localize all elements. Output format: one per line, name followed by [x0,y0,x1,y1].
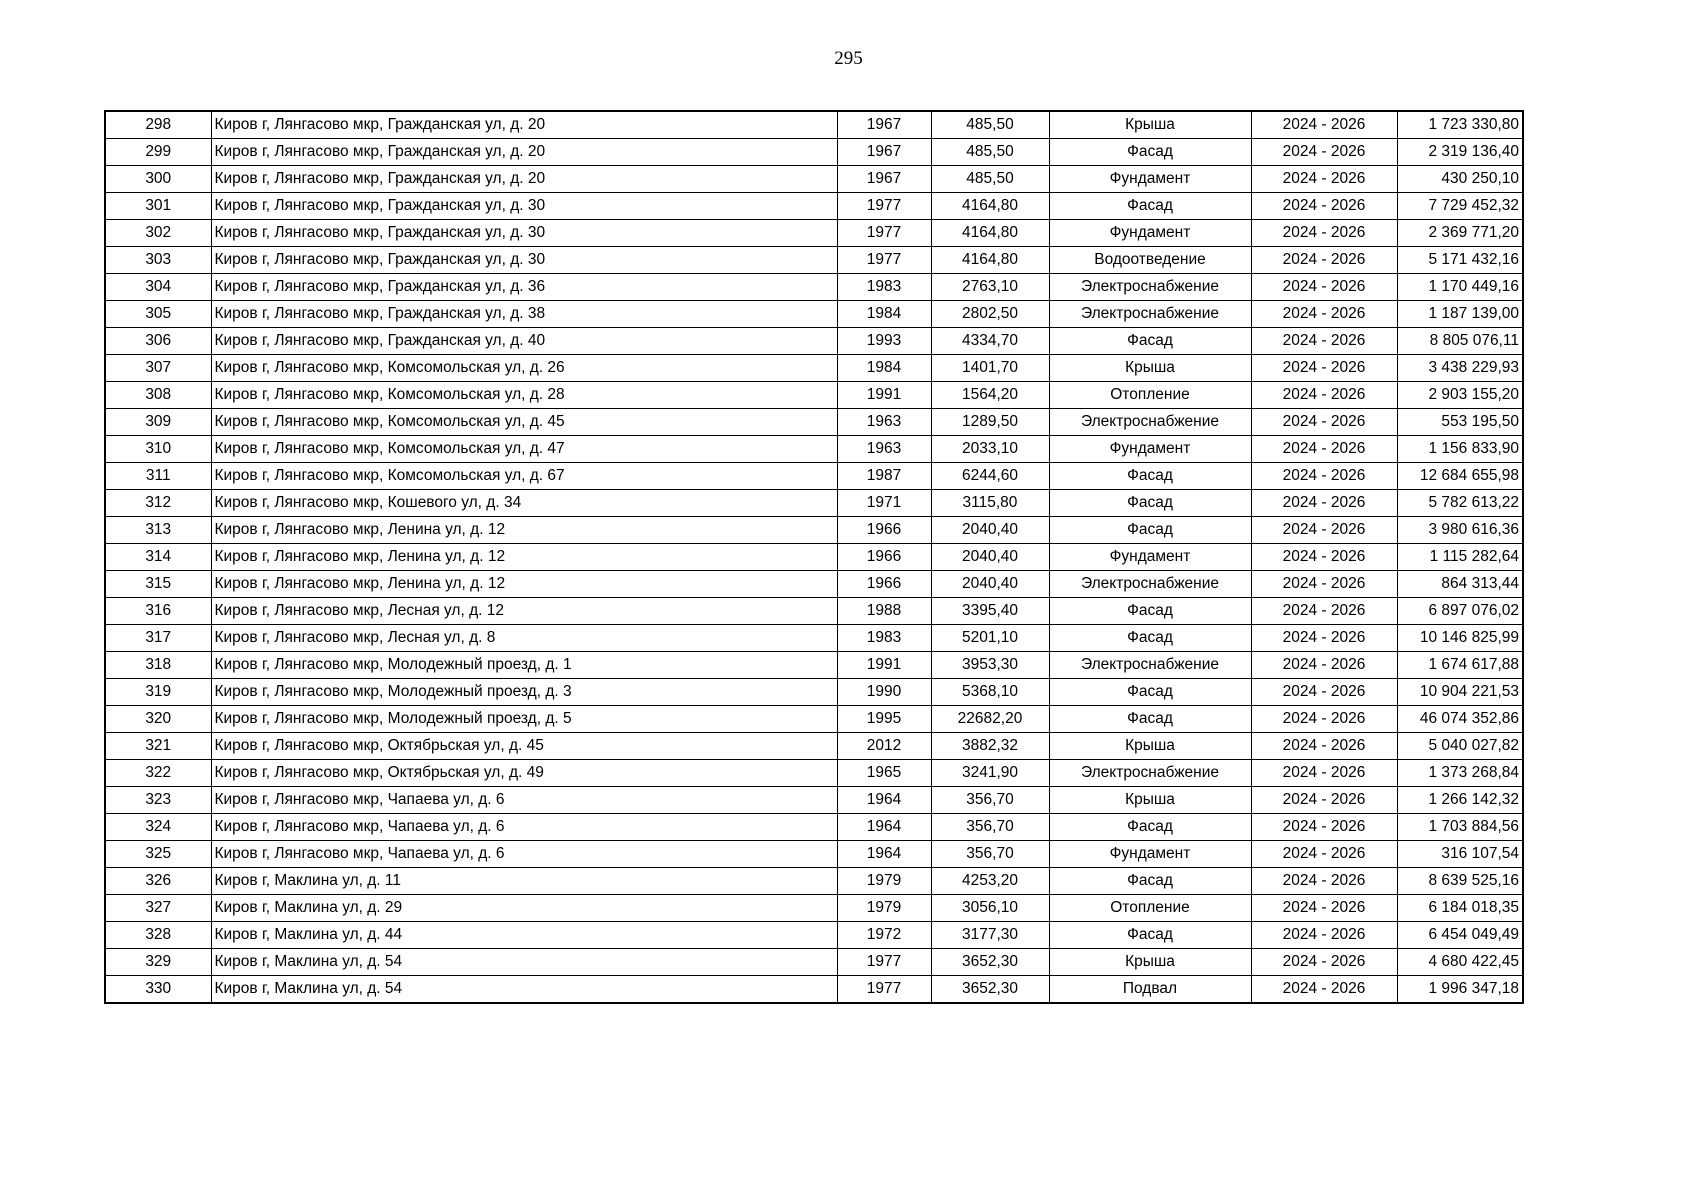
period-cell: 2024 - 2026 [1251,111,1397,139]
period-cell: 2024 - 2026 [1251,490,1397,517]
table-row [105,382,1523,409]
table-row [105,409,1523,436]
cost-cell: 1 703 884,56 [1397,814,1523,841]
row-number-cell: 302 [105,220,211,247]
year-built-cell: 1979 [837,895,931,922]
period-cell: 2024 - 2026 [1251,220,1397,247]
cost-cell: 553 195,50 [1397,409,1523,436]
table-row [105,301,1523,328]
area-cell: 356,70 [931,841,1049,868]
area-cell: 22682,20 [931,706,1049,733]
area-cell: 4253,20 [931,868,1049,895]
area-cell: 2802,50 [931,301,1049,328]
row-number-cell: 325 [105,841,211,868]
work-type-cell: Фасад [1049,598,1251,625]
cost-cell: 5 040 027,82 [1397,733,1523,760]
year-built-cell: 1966 [837,517,931,544]
area-cell: 3953,30 [931,652,1049,679]
cost-cell: 4 680 422,45 [1397,949,1523,976]
work-type-cell: Крыша [1049,355,1251,382]
cost-cell: 1 187 139,00 [1397,301,1523,328]
work-type-cell: Крыша [1049,787,1251,814]
table-row [105,679,1523,706]
period-cell: 2024 - 2026 [1251,733,1397,760]
cost-cell: 1 996 347,18 [1397,976,1523,1004]
table-row [105,760,1523,787]
row-number-cell: 299 [105,139,211,166]
cost-cell: 1 170 449,16 [1397,274,1523,301]
area-cell: 356,70 [931,787,1049,814]
work-type-cell: Фасад [1049,706,1251,733]
row-number-cell: 301 [105,193,211,220]
row-number-cell: 313 [105,517,211,544]
table-row [105,895,1523,922]
repair-schedule-table [104,110,1524,1004]
area-cell: 4164,80 [931,247,1049,274]
area-cell: 1564,20 [931,382,1049,409]
table-row [105,706,1523,733]
period-cell: 2024 - 2026 [1251,841,1397,868]
year-built-cell: 1967 [837,111,931,139]
address-cell: Киров г, Лянгасово мкр, Гражданская ул, д. 30 [211,220,837,247]
year-built-cell: 1984 [837,301,931,328]
period-cell: 2024 - 2026 [1251,760,1397,787]
area-cell: 4164,80 [931,193,1049,220]
period-cell: 2024 - 2026 [1251,976,1397,1004]
cost-cell: 3 438 229,93 [1397,355,1523,382]
work-type-cell: Электроснабжение [1049,274,1251,301]
period-cell: 2024 - 2026 [1251,463,1397,490]
work-type-cell: Фасад [1049,679,1251,706]
year-built-cell: 1995 [837,706,931,733]
area-cell: 1289,50 [931,409,1049,436]
address-cell: Киров г, Лянгасово мкр, Ленина ул, д. 12 [211,571,837,598]
period-cell: 2024 - 2026 [1251,652,1397,679]
period-cell: 2024 - 2026 [1251,679,1397,706]
row-number-cell: 311 [105,463,211,490]
work-type-cell: Фундамент [1049,166,1251,193]
table-row [105,274,1523,301]
period-cell: 2024 - 2026 [1251,328,1397,355]
address-cell: Киров г, Лянгасово мкр, Комсомольская ул, д. 67 [211,463,837,490]
year-built-cell: 1966 [837,571,931,598]
row-number-cell: 307 [105,355,211,382]
row-number-cell: 327 [105,895,211,922]
period-cell: 2024 - 2026 [1251,409,1397,436]
work-type-cell: Фундамент [1049,841,1251,868]
address-cell: Киров г, Лянгасово мкр, Гражданская ул, д. 38 [211,301,837,328]
cost-cell: 864 313,44 [1397,571,1523,598]
area-cell: 5368,10 [931,679,1049,706]
area-cell: 485,50 [931,139,1049,166]
page-number: 295 [834,48,863,69]
table-row [105,625,1523,652]
row-number-cell: 326 [105,868,211,895]
cost-cell: 2 369 771,20 [1397,220,1523,247]
cost-cell: 6 454 049,49 [1397,922,1523,949]
period-cell: 2024 - 2026 [1251,436,1397,463]
work-type-cell: Электроснабжение [1049,652,1251,679]
area-cell: 3395,40 [931,598,1049,625]
row-number-cell: 324 [105,814,211,841]
year-built-cell: 1977 [837,976,931,1004]
table-row [105,652,1523,679]
table-row [105,220,1523,247]
row-number-cell: 312 [105,490,211,517]
period-cell: 2024 - 2026 [1251,193,1397,220]
work-type-cell: Отопление [1049,382,1251,409]
cost-cell: 5 782 613,22 [1397,490,1523,517]
year-built-cell: 1977 [837,247,931,274]
cost-cell: 430 250,10 [1397,166,1523,193]
table-row [105,463,1523,490]
address-cell: Киров г, Лянгасово мкр, Октябрьская ул, д. 49 [211,760,837,787]
address-cell: Киров г, Лянгасово мкр, Комсомольская ул, д. 26 [211,355,837,382]
period-cell: 2024 - 2026 [1251,382,1397,409]
address-cell: Киров г, Лянгасово мкр, Лесная ул, д. 12 [211,598,837,625]
period-cell: 2024 - 2026 [1251,949,1397,976]
period-cell: 2024 - 2026 [1251,706,1397,733]
year-built-cell: 1963 [837,436,931,463]
period-cell: 2024 - 2026 [1251,517,1397,544]
address-cell: Киров г, Лянгасово мкр, Гражданская ул, д. 20 [211,111,837,139]
work-type-cell: Отопление [1049,895,1251,922]
period-cell: 2024 - 2026 [1251,544,1397,571]
address-cell: Киров г, Лянгасово мкр, Чапаева ул, д. 6 [211,841,837,868]
cost-cell: 2 319 136,40 [1397,139,1523,166]
address-cell: Киров г, Лянгасово мкр, Чапаева ул, д. 6 [211,814,837,841]
address-cell: Киров г, Лянгасово мкр, Ленина ул, д. 12 [211,517,837,544]
table-row [105,436,1523,463]
address-cell: Киров г, Лянгасово мкр, Молодежный проезд, д. 1 [211,652,837,679]
address-cell: Киров г, Маклина ул, д. 54 [211,949,837,976]
work-type-cell: Крыша [1049,733,1251,760]
year-built-cell: 1991 [837,382,931,409]
table-row [105,328,1523,355]
table-row [105,517,1523,544]
row-number-cell: 316 [105,598,211,625]
period-cell: 2024 - 2026 [1251,166,1397,193]
row-number-cell: 310 [105,436,211,463]
area-cell: 3177,30 [931,922,1049,949]
address-cell: Киров г, Маклина ул, д. 11 [211,868,837,895]
area-cell: 2040,40 [931,544,1049,571]
area-cell: 3115,80 [931,490,1049,517]
row-number-cell: 320 [105,706,211,733]
address-cell: Киров г, Лянгасово мкр, Гражданская ул, д. 20 [211,139,837,166]
work-type-cell: Фасад [1049,517,1251,544]
period-cell: 2024 - 2026 [1251,139,1397,166]
row-number-cell: 304 [105,274,211,301]
cost-cell: 10 146 825,99 [1397,625,1523,652]
cost-cell: 1 156 833,90 [1397,436,1523,463]
address-cell: Киров г, Маклина ул, д. 54 [211,976,837,1004]
year-built-cell: 1964 [837,841,931,868]
work-type-cell: Фасад [1049,139,1251,166]
row-number-cell: 314 [105,544,211,571]
address-cell: Киров г, Лянгасово мкр, Комсомольская ул, д. 28 [211,382,837,409]
period-cell: 2024 - 2026 [1251,625,1397,652]
period-cell: 2024 - 2026 [1251,274,1397,301]
work-type-cell: Крыша [1049,111,1251,139]
cost-cell: 12 684 655,98 [1397,463,1523,490]
table-row [105,976,1523,1004]
table-row [105,490,1523,517]
table-body [105,111,1523,1003]
table-row [105,922,1523,949]
cost-cell: 6 897 076,02 [1397,598,1523,625]
year-built-cell: 1967 [837,166,931,193]
address-cell: Киров г, Лянгасово мкр, Ленина ул, д. 12 [211,544,837,571]
work-type-cell: Фасад [1049,814,1251,841]
table-row [105,111,1523,139]
work-type-cell: Фундамент [1049,436,1251,463]
address-cell: Киров г, Лянгасово мкр, Гражданская ул, д. 40 [211,328,837,355]
cost-cell: 5 171 432,16 [1397,247,1523,274]
year-built-cell: 1977 [837,220,931,247]
area-cell: 356,70 [931,814,1049,841]
table-row [105,598,1523,625]
area-cell: 4164,80 [931,220,1049,247]
work-type-cell: Электроснабжение [1049,301,1251,328]
table-row [105,544,1523,571]
row-number-cell: 300 [105,166,211,193]
area-cell: 1401,70 [931,355,1049,382]
area-cell: 485,50 [931,166,1049,193]
address-cell: Киров г, Лянгасово мкр, Гражданская ул, д. 36 [211,274,837,301]
address-cell: Киров г, Лянгасово мкр, Комсомольская ул, д. 47 [211,436,837,463]
work-type-cell: Электроснабжение [1049,760,1251,787]
work-type-cell: Фундамент [1049,220,1251,247]
row-number-cell: 323 [105,787,211,814]
year-built-cell: 1966 [837,544,931,571]
row-number-cell: 319 [105,679,211,706]
period-cell: 2024 - 2026 [1251,868,1397,895]
period-cell: 2024 - 2026 [1251,787,1397,814]
cost-cell: 46 074 352,86 [1397,706,1523,733]
year-built-cell: 1983 [837,274,931,301]
table-row [105,787,1523,814]
row-number-cell: 322 [105,760,211,787]
row-number-cell: 315 [105,571,211,598]
work-type-cell: Фасад [1049,328,1251,355]
area-cell: 485,50 [931,111,1049,139]
address-cell: Киров г, Лянгасово мкр, Кошевого ул, д. 34 [211,490,837,517]
year-built-cell: 1988 [837,598,931,625]
area-cell: 3652,30 [931,949,1049,976]
period-cell: 2024 - 2026 [1251,598,1397,625]
table-row [105,814,1523,841]
address-cell: Киров г, Лянгасово мкр, Чапаева ул, д. 6 [211,787,837,814]
year-built-cell: 1972 [837,922,931,949]
year-built-cell: 1987 [837,463,931,490]
area-cell: 2763,10 [931,274,1049,301]
cost-cell: 8 805 076,11 [1397,328,1523,355]
address-cell: Киров г, Маклина ул, д. 29 [211,895,837,922]
table-row [105,247,1523,274]
work-type-cell: Фундамент [1049,544,1251,571]
area-cell: 4334,70 [931,328,1049,355]
cost-cell: 7 729 452,32 [1397,193,1523,220]
period-cell: 2024 - 2026 [1251,922,1397,949]
year-built-cell: 1967 [837,139,931,166]
area-cell: 3882,32 [931,733,1049,760]
work-type-cell: Фасад [1049,193,1251,220]
year-built-cell: 1964 [837,787,931,814]
area-cell: 6244,60 [931,463,1049,490]
row-number-cell: 329 [105,949,211,976]
cost-cell: 10 904 221,53 [1397,679,1523,706]
table-row [105,166,1523,193]
year-built-cell: 1984 [837,355,931,382]
year-built-cell: 1991 [837,652,931,679]
address-cell: Киров г, Лянгасово мкр, Комсомольская ул, д. 45 [211,409,837,436]
period-cell: 2024 - 2026 [1251,247,1397,274]
cost-cell: 1 674 617,88 [1397,652,1523,679]
address-cell: Киров г, Лянгасово мкр, Молодежный проезд, д. 3 [211,679,837,706]
area-cell: 3652,30 [931,976,1049,1004]
table-row [105,841,1523,868]
cost-cell: 1 373 268,84 [1397,760,1523,787]
period-cell: 2024 - 2026 [1251,301,1397,328]
cost-cell: 6 184 018,35 [1397,895,1523,922]
row-number-cell: 321 [105,733,211,760]
address-cell: Киров г, Маклина ул, д. 44 [211,922,837,949]
year-built-cell: 1993 [837,328,931,355]
row-number-cell: 306 [105,328,211,355]
year-built-cell: 1964 [837,814,931,841]
year-built-cell: 1963 [837,409,931,436]
year-built-cell: 1990 [837,679,931,706]
row-number-cell: 303 [105,247,211,274]
cost-cell: 1 115 282,64 [1397,544,1523,571]
area-cell: 3241,90 [931,760,1049,787]
cost-cell: 8 639 525,16 [1397,868,1523,895]
year-built-cell: 1977 [837,193,931,220]
work-type-cell: Электроснабжение [1049,571,1251,598]
address-cell: Киров г, Лянгасово мкр, Октябрьская ул, д. 45 [211,733,837,760]
area-cell: 3056,10 [931,895,1049,922]
address-cell: Киров г, Лянгасово мкр, Гражданская ул, д. 20 [211,166,837,193]
row-number-cell: 330 [105,976,211,1004]
address-cell: Киров г, Лянгасово мкр, Лесная ул, д. 8 [211,625,837,652]
table-row [105,355,1523,382]
row-number-cell: 317 [105,625,211,652]
cost-cell: 316 107,54 [1397,841,1523,868]
row-number-cell: 309 [105,409,211,436]
period-cell: 2024 - 2026 [1251,355,1397,382]
work-type-cell: Фасад [1049,922,1251,949]
year-built-cell: 1965 [837,760,931,787]
cost-cell: 3 980 616,36 [1397,517,1523,544]
year-built-cell: 1977 [837,949,931,976]
cost-cell: 1 723 330,80 [1397,111,1523,139]
table-row [105,868,1523,895]
area-cell: 2040,40 [931,571,1049,598]
work-type-cell: Фасад [1049,625,1251,652]
row-number-cell: 308 [105,382,211,409]
area-cell: 2033,10 [931,436,1049,463]
row-number-cell: 318 [105,652,211,679]
work-type-cell: Фасад [1049,868,1251,895]
year-built-cell: 2012 [837,733,931,760]
table-row [105,733,1523,760]
work-type-cell: Фасад [1049,463,1251,490]
address-cell: Киров г, Лянгасово мкр, Молодежный проезд, д. 5 [211,706,837,733]
table-row [105,571,1523,598]
table-row [105,949,1523,976]
address-cell: Киров г, Лянгасово мкр, Гражданская ул, д. 30 [211,247,837,274]
work-type-cell: Крыша [1049,949,1251,976]
work-type-cell: Водоотведение [1049,247,1251,274]
area-cell: 5201,10 [931,625,1049,652]
year-built-cell: 1983 [837,625,931,652]
address-cell: Киров г, Лянгасово мкр, Гражданская ул, д. 30 [211,193,837,220]
period-cell: 2024 - 2026 [1251,895,1397,922]
work-type-cell: Электроснабжение [1049,409,1251,436]
cost-cell: 2 903 155,20 [1397,382,1523,409]
row-number-cell: 298 [105,111,211,139]
year-built-cell: 1979 [837,868,931,895]
work-type-cell: Подвал [1049,976,1251,1004]
period-cell: 2024 - 2026 [1251,814,1397,841]
cost-cell: 1 266 142,32 [1397,787,1523,814]
table-row [105,139,1523,166]
row-number-cell: 305 [105,301,211,328]
work-type-cell: Фасад [1049,490,1251,517]
area-cell: 2040,40 [931,517,1049,544]
row-number-cell: 328 [105,922,211,949]
table-row [105,193,1523,220]
period-cell: 2024 - 2026 [1251,571,1397,598]
year-built-cell: 1971 [837,490,931,517]
